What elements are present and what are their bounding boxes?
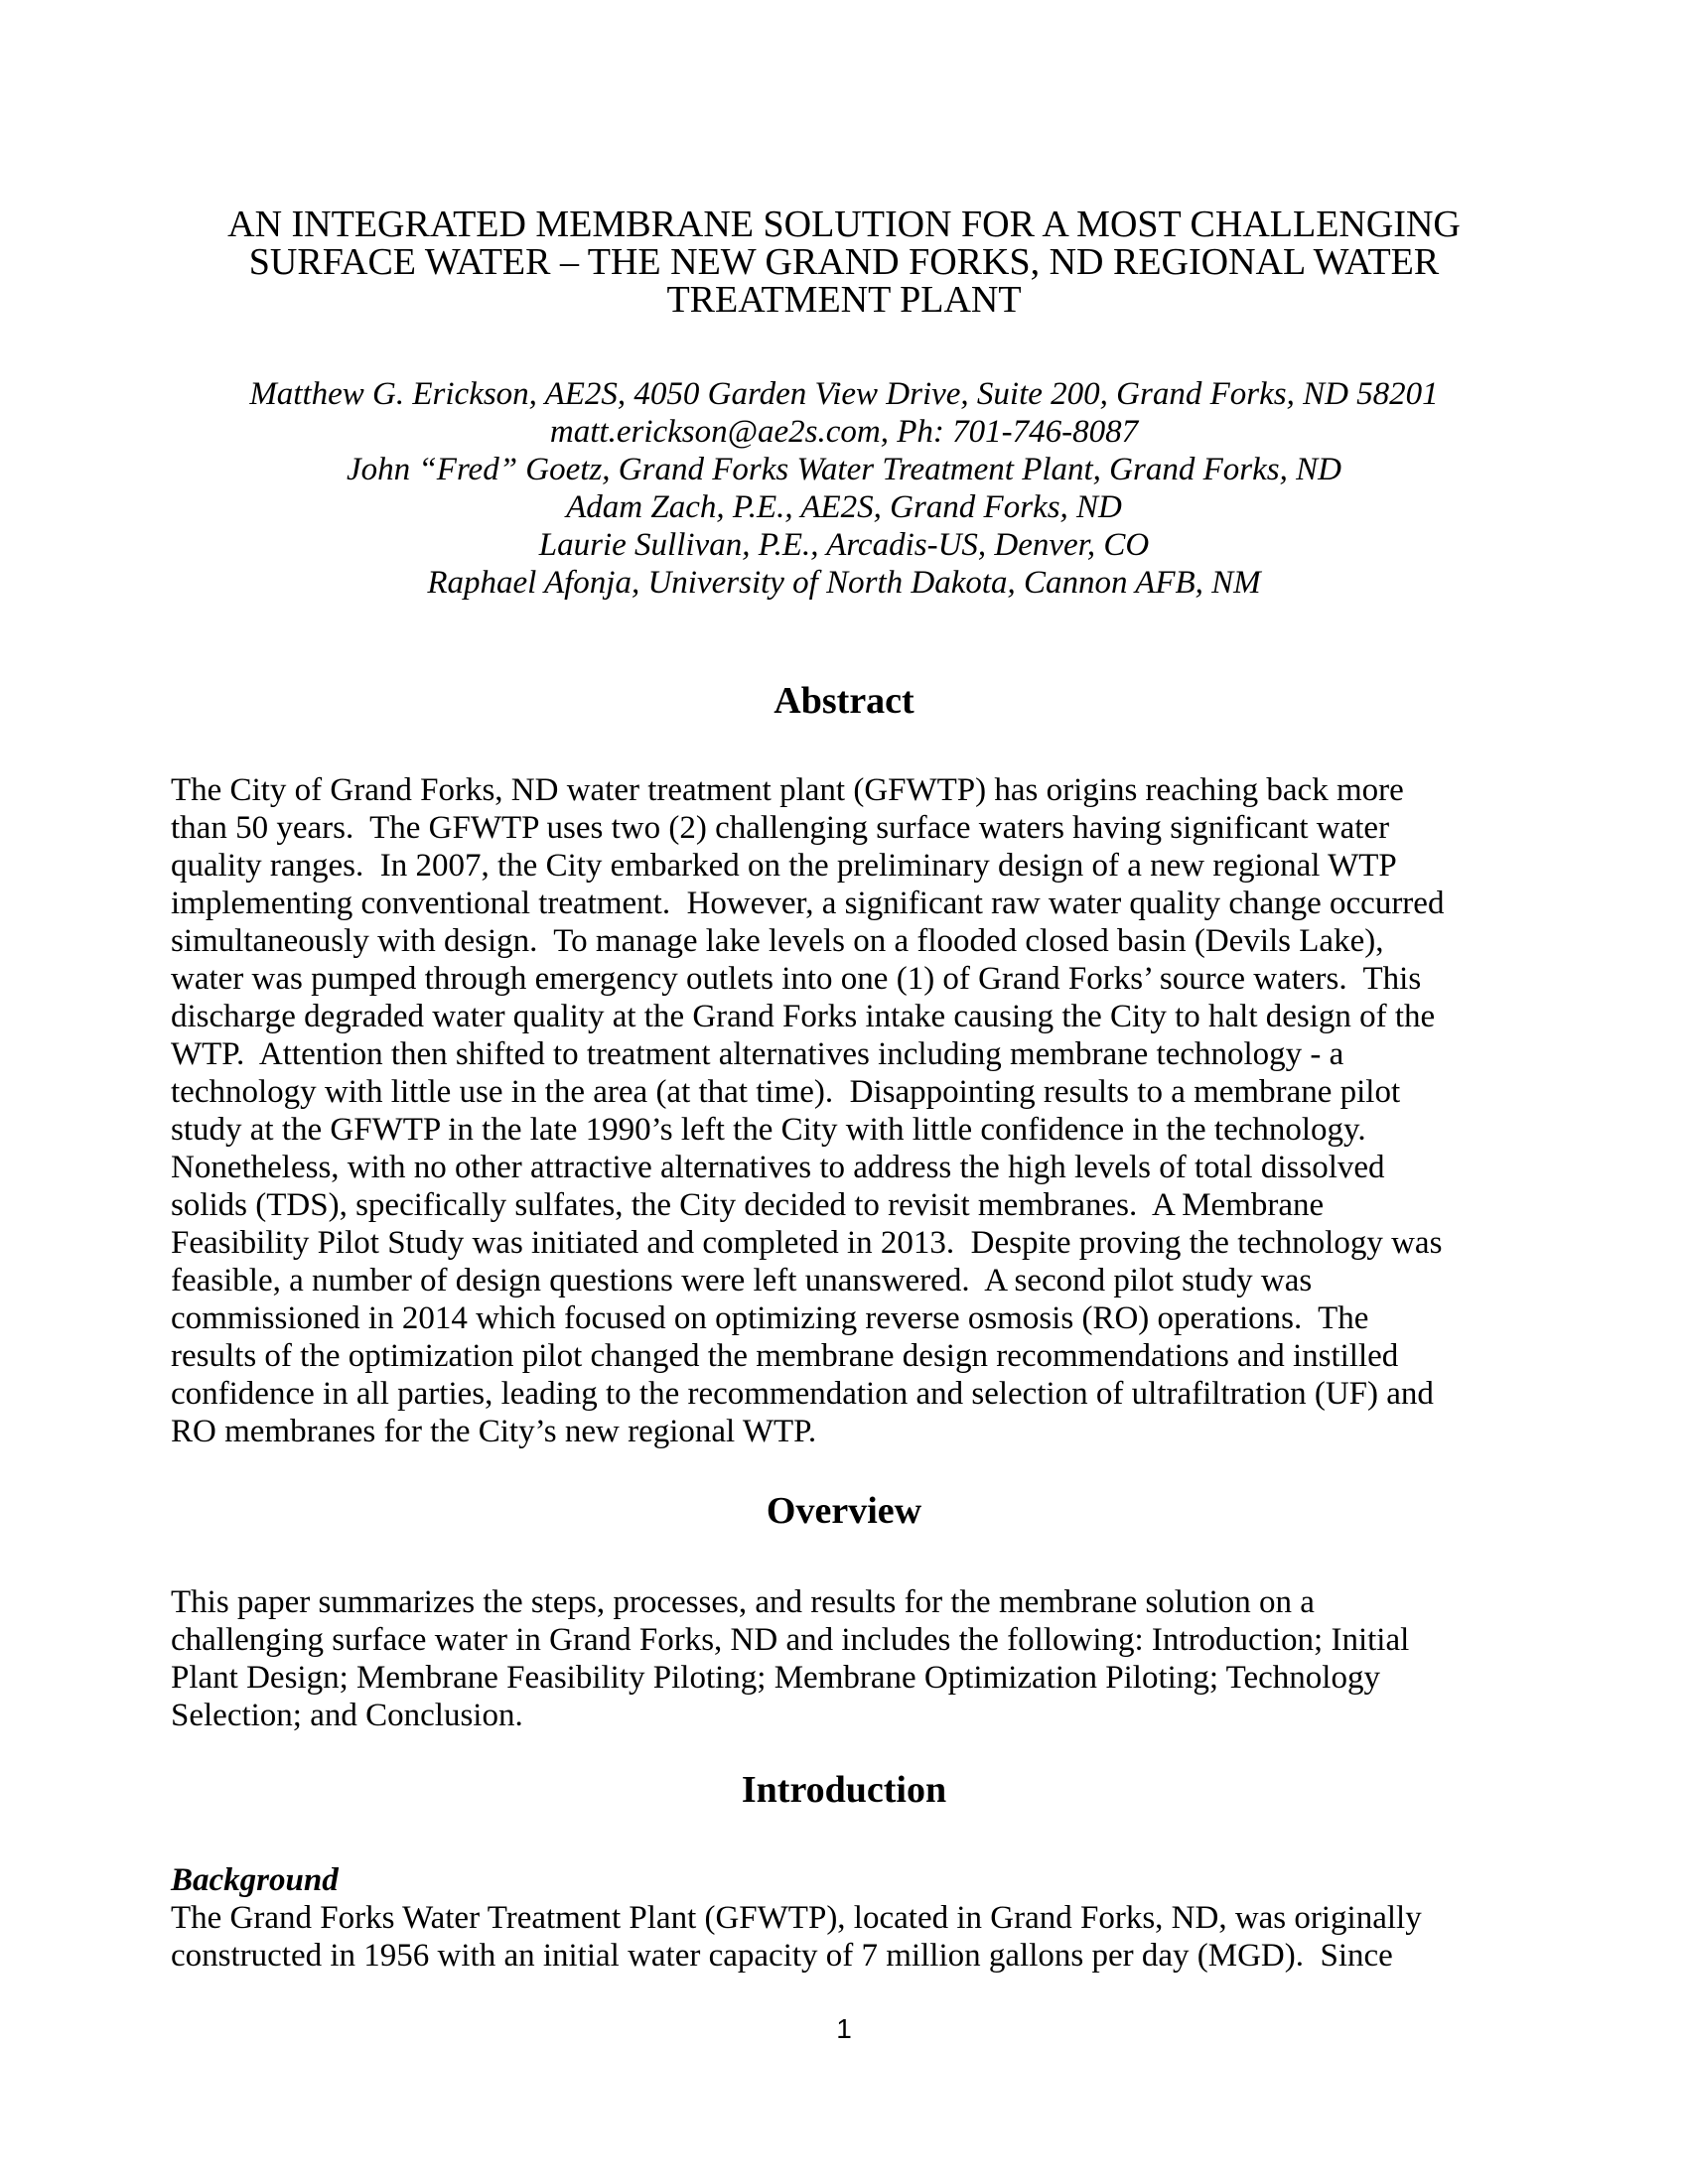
paragraph-line: WTP. Attention then shifted to treatment alternatives including membrane technology - a xyxy=(171,1036,1344,1072)
page-number: 1 xyxy=(836,2013,852,2044)
paragraph-line: than 50 years. The GFWTP uses two (2) challenging surface waters having significant water xyxy=(171,810,1390,846)
author-line: matt.erickson@ae2s.com, Ph: 701-746-8087 xyxy=(549,414,1139,450)
author-line: Adam Zach, P.E., AE2S, Grand Forks, ND xyxy=(566,489,1122,525)
author-line: Laurie Sullivan, P.E., Arcadis-US, Denver, CO xyxy=(538,527,1150,563)
paragraph-line: Selection; and Conclusion. xyxy=(171,1698,523,1733)
paper-title-line: TREATMENT PLANT xyxy=(666,279,1022,321)
paragraph-line: The Grand Forks Water Treatment Plant (GFWTP), located in Grand Forks, ND, was originally xyxy=(171,1900,1422,1936)
paragraph-line: This paper summarizes the steps, processes, and results for the membrane solution on a xyxy=(171,1584,1315,1620)
paragraph-line: solids (TDS), specifically sulfates, the City decided to revisit membranes. A Membrane xyxy=(171,1187,1325,1223)
paragraph-line: simultaneously with design. To manage lake levels on a flooded closed basin (Devils Lake), xyxy=(171,923,1384,959)
paragraph-line: Feasibility Pilot Study was initiated and completed in 2013. Despite proving the technology was xyxy=(171,1225,1443,1261)
paragraph-line: quality ranges. In 2007, the City embarked on the preliminary design of a new regional WTP xyxy=(171,848,1397,884)
paragraph-line: Nonetheless, with no other attractive alternatives to address the high levels of total dissolved xyxy=(171,1150,1385,1185)
author-line: Matthew G. Erickson, AE2S, 4050 Garden View Drive, Suite 200, Grand Forks, ND 58201 xyxy=(249,376,1439,412)
paragraph-line: challenging surface water in Grand Forks, ND and includes the following: Introduction; Initial xyxy=(171,1622,1410,1658)
background-paragraph xyxy=(171,1899,1549,1975)
paper-title-line: AN INTEGRATED MEMBRANE SOLUTION FOR A MOST CHALLENGING xyxy=(227,204,1461,245)
paragraph-line: water was pumped through emergency outlets into one (1) of Grand Forks’ source waters. This xyxy=(171,961,1422,997)
paragraph-line: commissioned in 2014 which focused on optimizing reverse osmosis (RO) operations. The xyxy=(171,1300,1369,1336)
author-line: John “Fred” Goetz, Grand Forks Water Treatment Plant, Grand Forks, ND xyxy=(347,452,1341,487)
paragraph-line: study at the GFWTP in the late 1990’s left the City with little confidence in the technology. xyxy=(171,1112,1366,1148)
paper-title xyxy=(0,205,1688,319)
paragraph-line: technology with little use in the area (at that time). Disappointing results to a membrane pilot xyxy=(171,1074,1401,1110)
paragraph-line: The City of Grand Forks, ND water treatment plant (GFWTP) has origins reaching back more xyxy=(171,772,1404,808)
author-line: Raphael Afonja, University of North Dakota, Cannon AFB, NM xyxy=(427,565,1261,601)
paragraph-line: constructed in 1956 with an initial water capacity of 7 million gallons per day (MGD). Since xyxy=(171,1938,1393,1974)
paragraph-line: feasible, a number of design questions were left unanswered. A second pilot study was xyxy=(171,1263,1313,1298)
paper-title-line: SURFACE WATER – THE NEW GRAND FORKS, ND REGIONAL WATER xyxy=(248,241,1440,283)
paragraph-line: implementing conventional treatment. However, a significant raw water quality change occurred xyxy=(171,886,1445,921)
section-heading-introduction: Introduction xyxy=(741,1769,947,1811)
overview-paragraph xyxy=(171,1583,1549,1734)
paragraph-line: Plant Design; Membrane Feasibility Piloting; Membrane Optimization Piloting; Technology xyxy=(171,1660,1380,1696)
paragraph-line: confidence in all parties, leading to the recommendation and selection of ultrafiltration (UF) and xyxy=(171,1376,1434,1412)
author-block xyxy=(0,375,1688,602)
section-heading-overview: Overview xyxy=(766,1490,922,1532)
abstract-paragraph xyxy=(171,771,1549,1450)
paragraph-line: results of the optimization pilot changed the membrane design recommendations and instilled xyxy=(171,1338,1399,1374)
paragraph-line: discharge degraded water quality at the Grand Forks intake causing the City to halt design of the xyxy=(171,999,1436,1034)
subsection-heading-background: Background xyxy=(171,1862,339,1898)
paragraph-line: RO membranes for the City’s new regional WTP. xyxy=(171,1414,817,1449)
section-heading-abstract: Abstract xyxy=(774,680,914,722)
